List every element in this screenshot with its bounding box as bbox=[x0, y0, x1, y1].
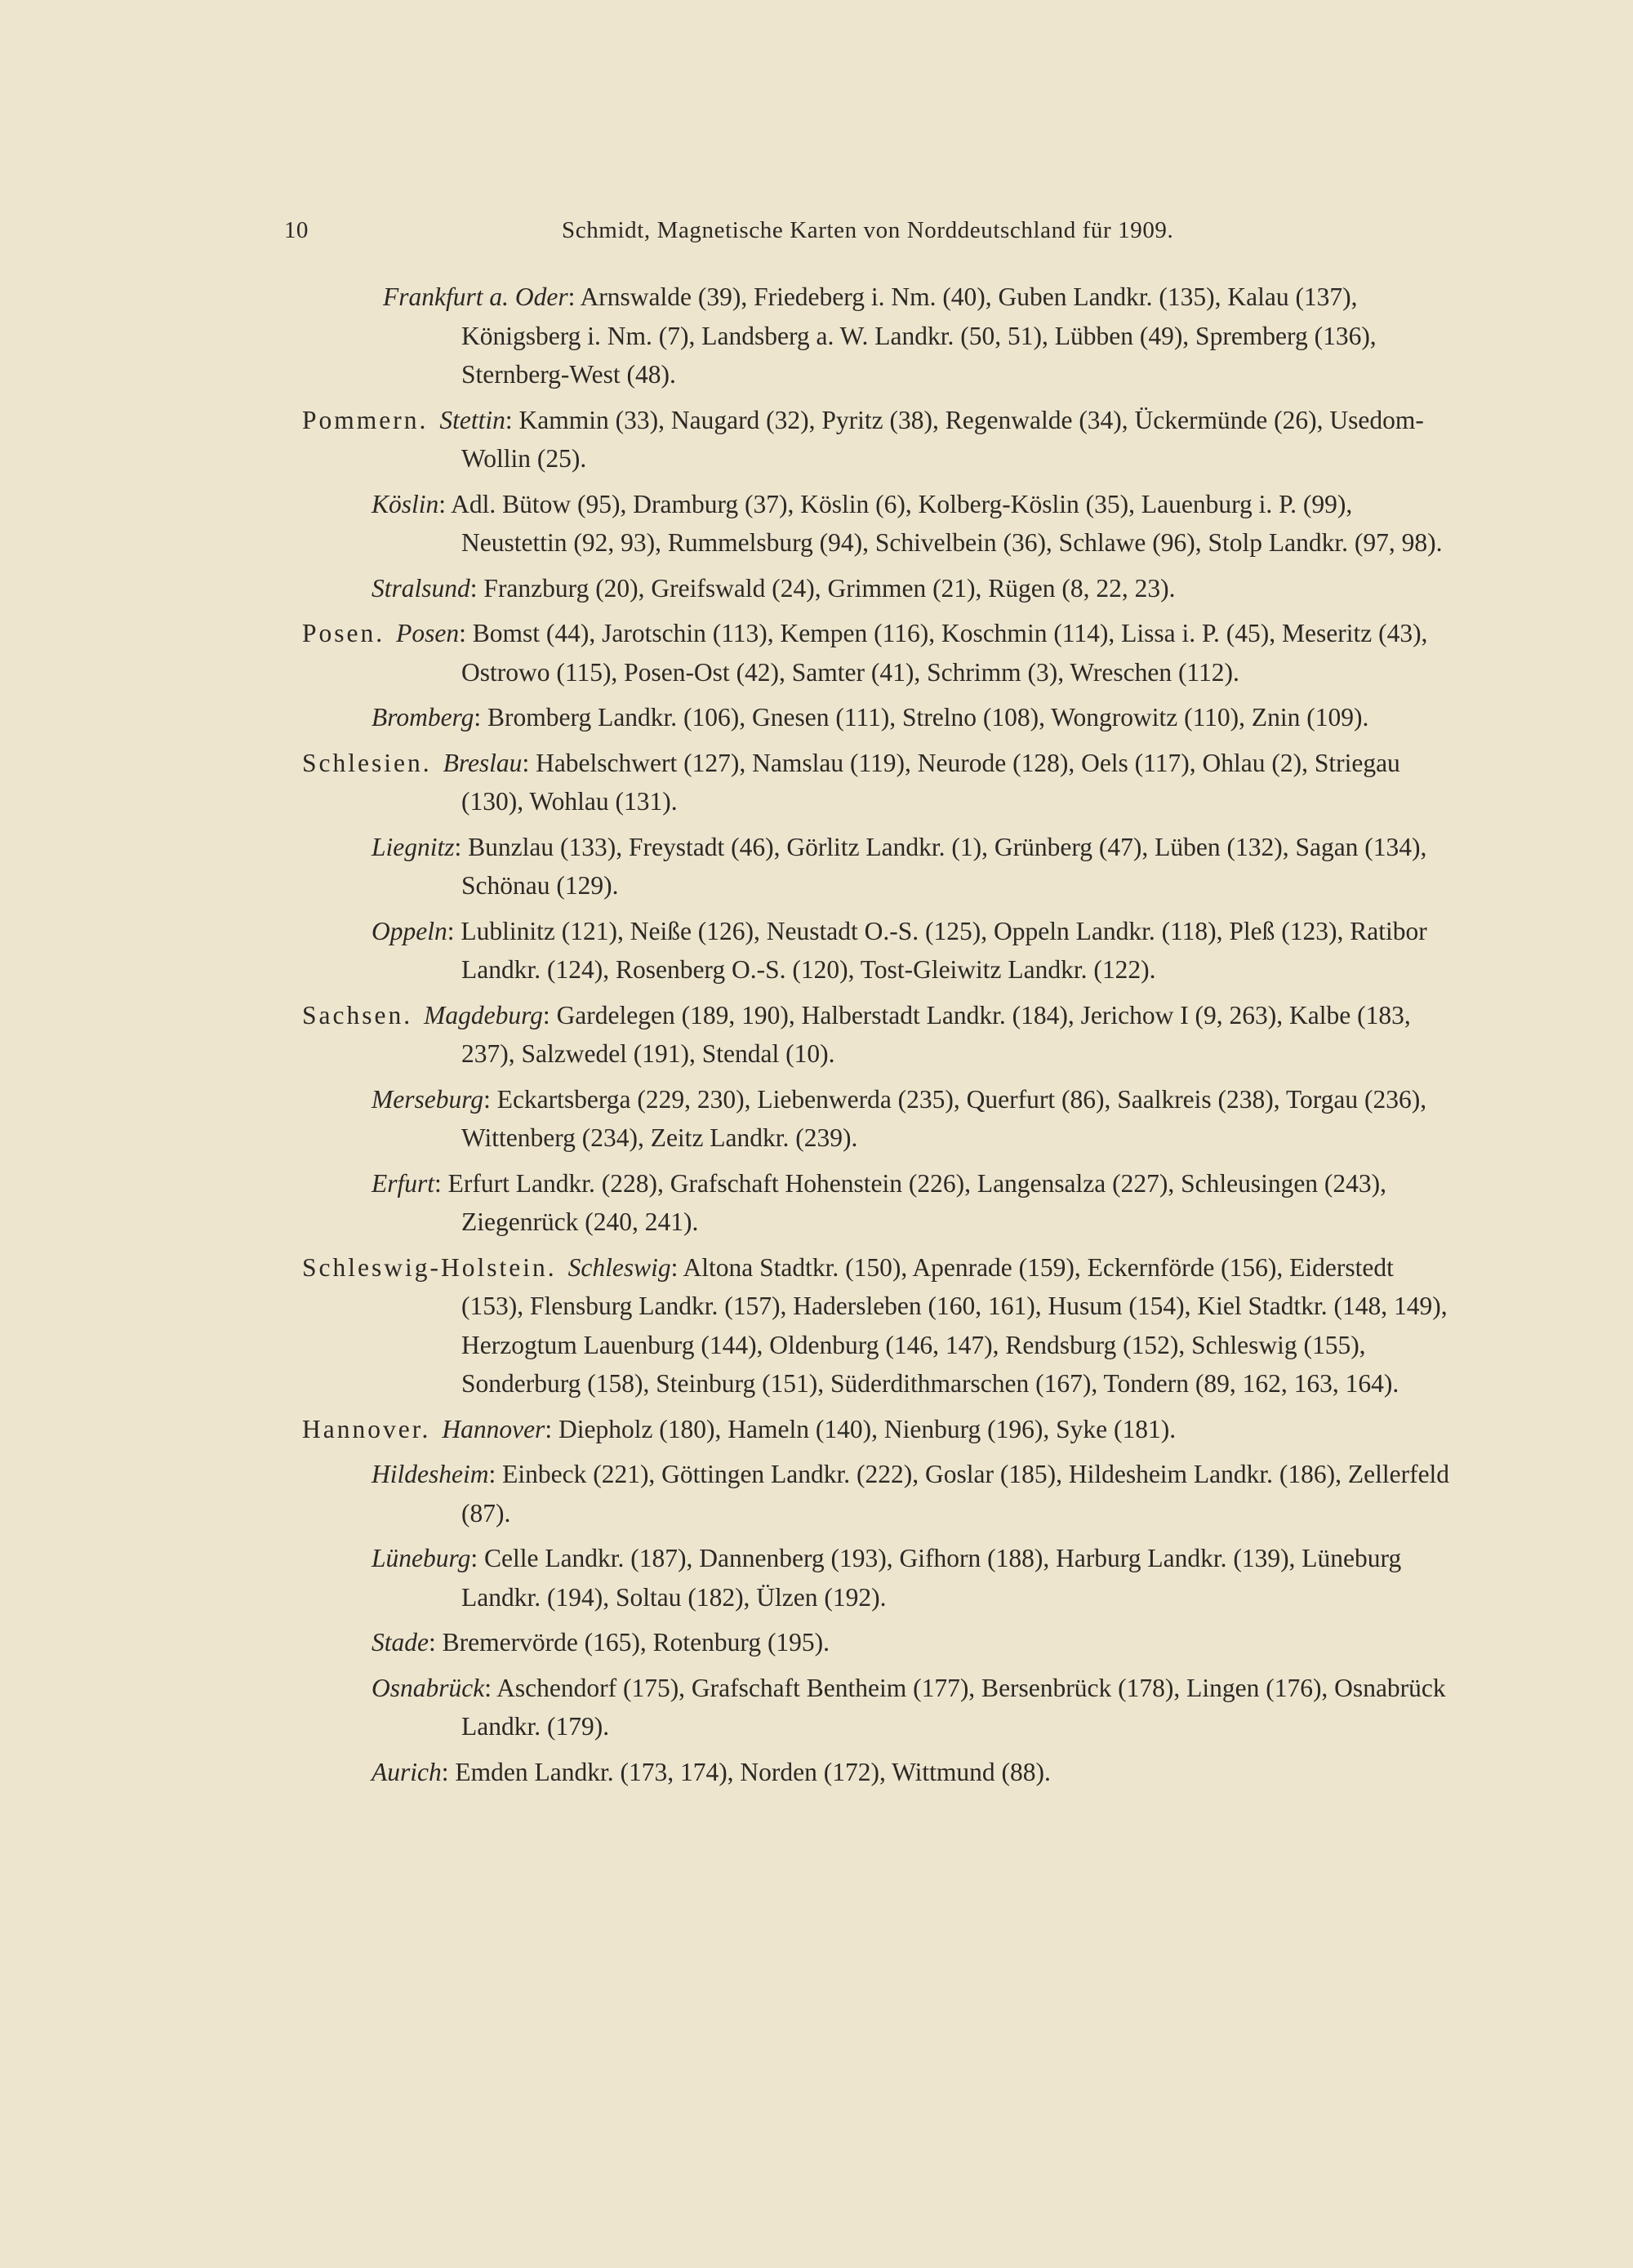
district-name: Osnabrück bbox=[372, 1673, 485, 1702]
entry-text: Emden Landkr. (173, 174), Norden (172), Wittmund (88). bbox=[455, 1757, 1051, 1786]
district-list bbox=[302, 278, 1453, 1798]
entry-text: Altona Stadtkr. (150), Apenrade (159), Eckernförde (156), Eiderstedt (153), Flensburg Landkr. (157), Hadersleben (160, 161), Husum (154), Kiel Stadtkr. (148, 149), Herzogtum Lauenburg (144), Oldenburg (146, 147), Rendsburg (152), Schleswig (155), Sonderburg (158), Steinburg (151), Süderdithmarschen (167), Tondern (89, 162, 163, 164). bbox=[461, 1252, 1448, 1398]
list-item: Hannover. Hannover: Diepholz (180), Hameln (140), Nienburg (196), Syke (181). bbox=[302, 1414, 1177, 1443]
list-item: Liegnitz: Bunzlau (133), Freystadt (46), Görlitz Landkr. (1), Grünberg (47), Lüben (132), Sagan (134), Schönau (129). bbox=[372, 832, 1427, 900]
district-name: Bromberg bbox=[372, 703, 474, 732]
entry-text: Diepholz (180), Hameln (140), Nienburg (196), Syke (181). bbox=[558, 1414, 1177, 1443]
district-name: Stettin bbox=[439, 405, 505, 434]
list-item: Pommern. Stettin: Kammin (33), Naugard (32), Pyritz (38), Regenwalde (34), Ückermünde (26), Usedom-Wollin (25). bbox=[302, 405, 1424, 473]
entry-text: Franzburg (20), Greifswald (24), Grimmen (21), Rügen (8, 22, 23). bbox=[483, 573, 1176, 603]
entry-text: Celle Landkr. (187), Dannenberg (193), Gifhorn (188), Harburg Landkr. (139), Lüneburg Landkr. (194), Soltau (182), Ülzen (192). bbox=[461, 1544, 1402, 1612]
province-name: Hannover. bbox=[302, 1414, 431, 1443]
list-item: Stade: Bremervörde (165), Rotenburg (195). bbox=[372, 1628, 830, 1657]
entry-text: Lublinitz (121), Neiße (126), Neustadt O.-S. (125), Oppeln Landkr. (118), Pleß (123), Ratibor Landkr. (124), Rosenberg O.-S. (120), Tost-Gleiwitz Landkr. (122). bbox=[461, 916, 1427, 984]
district-name: Stade bbox=[372, 1628, 429, 1657]
entry-text: Adl. Bütow (95), Dramburg (37), Köslin (6), Kolberg-Köslin (35), Lauenburg i. P. (99), Neustettin (92, 93), Rummelsburg (94), Schivelbein (36), Schlawe (96), Stolp Landkr. (97, 98). bbox=[451, 489, 1443, 557]
list-item: Merseburg: Eckartsberga (229, 230), Liebenwerda (235), Querfurt (86), Saalkreis (238), Torgau (236), Wittenberg (234), Zeitz Landkr. (239). bbox=[372, 1084, 1427, 1152]
district-name: Posen bbox=[396, 619, 460, 647]
list-item: Bromberg: Bromberg Landkr. (106), Gnesen (111), Strelno (108), Wongrowitz (110), Znin (109). bbox=[372, 703, 1369, 732]
province-name: Schlesien. bbox=[302, 748, 432, 777]
entry-text: Aschendorf (175), Grafschaft Bentheim (177), Bersenbrück (178), Lingen (176), Osnabrück Landkr. (179). bbox=[461, 1673, 1446, 1741]
entry-text: Einbeck (221), Göttingen Landkr. (222), Goslar (185), Hildesheim Landkr. (186), Zellerfeld (87). bbox=[461, 1460, 1450, 1528]
list-item: Sachsen. Magdeburg: Gardelegen (189, 190), Halberstadt Landkr. (184), Jerichow I (9, 263), Kalbe (183, 237), Salzwedel (191), Stendal (10). bbox=[302, 1000, 1411, 1068]
entry-text: Arnswalde (39), Friedeberg i. Nm. (40), Guben Landkr. (135), Kalau (137), Königsberg i. Nm. (7), Landsberg a. W. Landkr. (50, 51), Lübben (49), Spremberg (136), Sternberg-West (48). bbox=[461, 282, 1377, 389]
district-name: Magdeburg bbox=[424, 1000, 543, 1029]
page-number: 10 bbox=[284, 217, 309, 243]
district-name: Liegnitz bbox=[372, 832, 455, 861]
entry-text: Bomst (44), Jarotschin (113), Kempen (116), Koschmin (114), Lissa i. P. (45), Meseritz (43), Ostrowo (115), Posen-Ost (42), Samter (41), Schrimm (3), Wreschen (112). bbox=[461, 619, 1428, 687]
running-title: Schmidt, Magnetische Karten von Norddeutschland für 1909. bbox=[562, 217, 1174, 243]
entry-text: Bremervörde (165), Rotenburg (195). bbox=[442, 1628, 830, 1657]
district-name: Breslau bbox=[443, 748, 523, 777]
list-item: Erfurt: Erfurt Landkr. (228), Grafschaft Hohenstein (226), Langensalza (227), Schleusingen (243), Ziegenrück (240, 241). bbox=[372, 1168, 1387, 1236]
page-header bbox=[284, 217, 1182, 250]
district-name: Schleswig bbox=[567, 1252, 671, 1282]
entry-text: Bromberg Landkr. (106), Gnesen (111), Strelno (108), Wongrowitz (110), Znin (109). bbox=[487, 703, 1369, 732]
province-name: Pommern. bbox=[302, 405, 429, 434]
province-name: Sachsen. bbox=[302, 1000, 413, 1029]
district-name: Hannover bbox=[442, 1414, 545, 1443]
district-name: Köslin bbox=[372, 489, 439, 518]
list-item: Oppeln: Lublinitz (121), Neiße (126), Neustadt O.-S. (125), Oppeln Landkr. (118), Pleß (123), Ratibor Landkr. (124), Rosenberg O.-S. (120), Tost-Gleiwitz Landkr. (122). bbox=[372, 916, 1427, 984]
district-name: Stralsund bbox=[372, 573, 470, 603]
list-item: Schleswig-Holstein. Schleswig: Altona Stadtkr. (150), Apenrade (159), Eckernförde (156), Eiderstedt (153), Flensburg Landkr. (157), Hadersleben (160, 161), Husum (154), Kiel Stadtkr. (148, 149), Herzogtum Lauenburg (144), Oldenburg (146, 147), Rendsburg (152), Schleswig (155), Sonderburg (158), Steinburg (151), Süderdithmarschen (167), Tondern (89, 162, 163, 164). bbox=[302, 1252, 1448, 1398]
list-item: Frankfurt a. Oder: Arnswalde (39), Friedeberg i. Nm. (40), Guben Landkr. (135), Kalau (137), Königsberg i. Nm. (7), Landsberg a. W. Landkr. (50, 51), Lübben (49), Spremberg (136), Sternberg-West (48). bbox=[383, 282, 1377, 389]
entry-text: Kammin (33), Naugard (32), Pyritz (38), Regenwalde (34), Ückermünde (26), Usedom-Wollin (25). bbox=[461, 405, 1424, 473]
district-name: Frankfurt a. Oder bbox=[383, 282, 568, 311]
list-item: Osnabrück: Aschendorf (175), Grafschaft Bentheim (177), Bersenbrück (178), Lingen (176), Osnabrück Landkr. (179). bbox=[372, 1673, 1446, 1741]
list-item: Posen. Posen: Bomst (44), Jarotschin (113), Kempen (116), Koschmin (114), Lissa i. P. (45), Meseritz (43), Ostrowo (115), Posen-Ost (42), Samter (41), Schrimm (3), Wreschen (112). bbox=[302, 619, 1428, 687]
list-item: Schlesien. Breslau: Habelschwert (127), Namslau (119), Neurode (128), Oels (117), Ohlau (2), Striegau (130), Wohlau (131). bbox=[302, 748, 1400, 816]
list-item: Stralsund: Franzburg (20), Greifswald (24), Grimmen (21), Rügen (8, 22, 23). bbox=[372, 573, 1176, 603]
province-name: Posen. bbox=[302, 619, 385, 647]
entry-text: Gardelegen (189, 190), Halberstadt Landkr. (184), Jerichow I (9, 263), Kalbe (183, 237), Salzwedel (191), Stendal (10). bbox=[461, 1000, 1411, 1068]
list-item: Aurich: Emden Landkr. (173, 174), Norden (172), Wittmund (88). bbox=[372, 1757, 1051, 1786]
entry-text: Habelschwert (127), Namslau (119), Neurode (128), Oels (117), Ohlau (2), Striegau (130), Wohlau (131). bbox=[461, 748, 1400, 816]
list-item: Köslin: Adl. Bütow (95), Dramburg (37), Köslin (6), Kolberg-Köslin (35), Lauenburg i. P. (99), Neustettin (92, 93), Rummelsburg (94), Schivelbein (36), Schlawe (96), Stolp Landkr. (97, 98). bbox=[372, 489, 1443, 557]
entry-text: Erfurt Landkr. (228), Grafschaft Hohenstein (226), Langensalza (227), Schleusingen (243), Ziegenrück (240, 241). bbox=[447, 1168, 1387, 1236]
district-name: Lüneburg bbox=[372, 1544, 471, 1572]
district-name: Oppeln bbox=[372, 916, 447, 945]
district-name: Merseburg bbox=[372, 1084, 484, 1114]
district-name: Hildesheim bbox=[372, 1460, 489, 1488]
entry-text: Bunzlau (133), Freystadt (46), Görlitz Landkr. (1), Grünberg (47), Lüben (132), Sagan (134), Schönau (129). bbox=[461, 832, 1427, 900]
list-item: Hildesheim: Einbeck (221), Göttingen Landkr. (222), Goslar (185), Hildesheim Landkr. (186), Zellerfeld (87). bbox=[372, 1460, 1450, 1528]
province-name: Schleswig-Holstein. bbox=[302, 1252, 557, 1282]
entry-text: Eckartsberga (229, 230), Liebenwerda (235), Querfurt (86), Saalkreis (238), Torgau (236), Wittenberg (234), Zeitz Landkr. (239). bbox=[461, 1084, 1427, 1152]
list-item: Lüneburg: Celle Landkr. (187), Dannenberg (193), Gifhorn (188), Harburg Landkr. (139), Lüneburg Landkr. (194), Soltau (182), Ülzen (192). bbox=[372, 1544, 1402, 1612]
district-name: Aurich bbox=[372, 1757, 442, 1786]
district-name: Erfurt bbox=[372, 1168, 435, 1198]
